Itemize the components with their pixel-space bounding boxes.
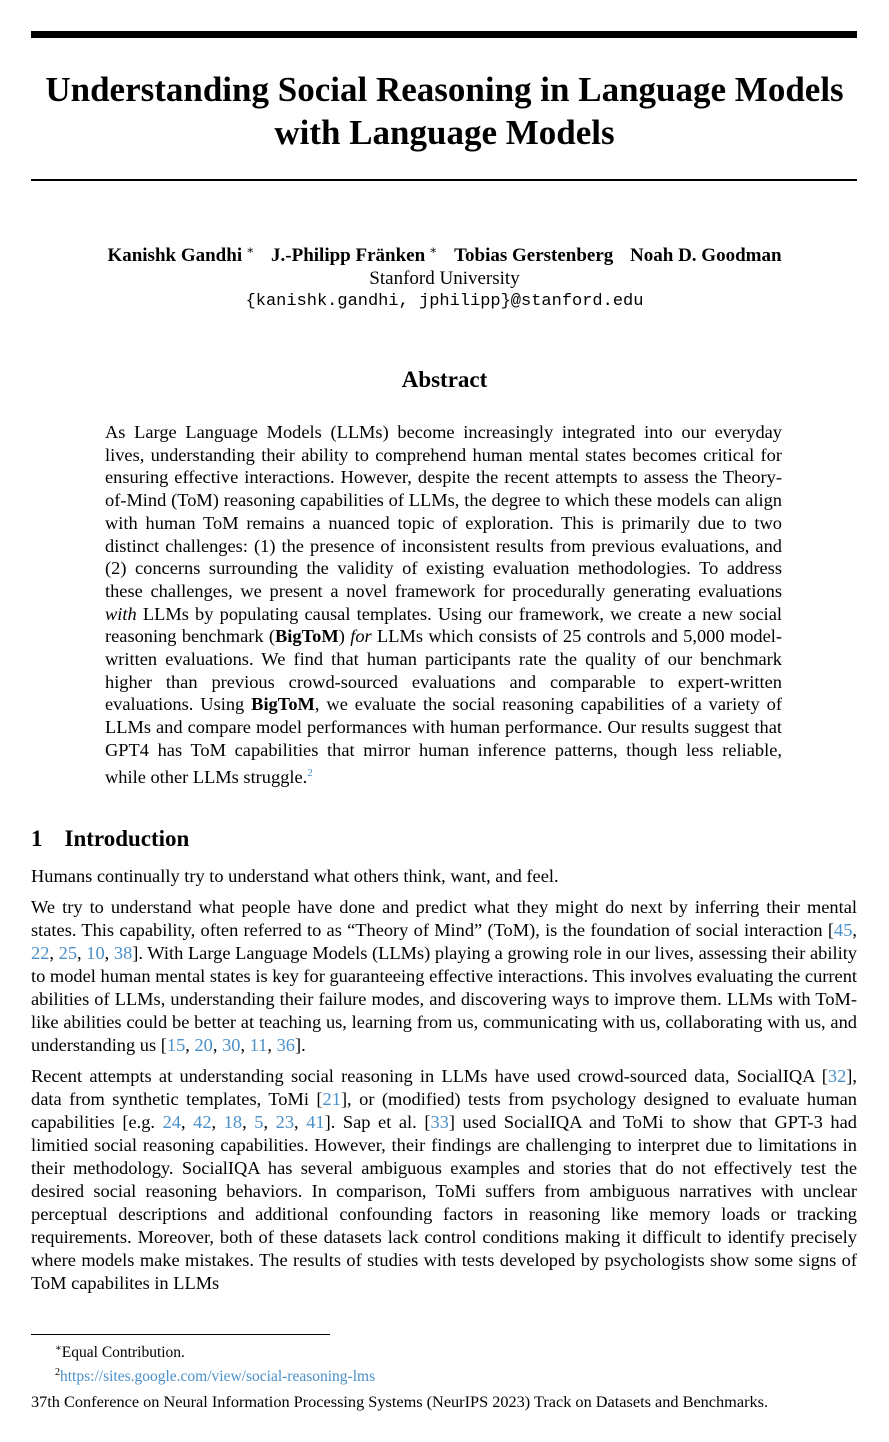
paper-title bbox=[20, 68, 869, 154]
citation-link[interactable]: 41 bbox=[306, 1112, 325, 1132]
title-line-2: with Language Models bbox=[274, 113, 615, 152]
citation-link[interactable]: 11 bbox=[249, 1035, 268, 1055]
citation-link[interactable]: 20 bbox=[194, 1035, 213, 1055]
benchmark-name: BigToM bbox=[275, 626, 339, 647]
author: J.-Philipp Fränken ∗ bbox=[271, 243, 438, 266]
section-number: 1 bbox=[31, 826, 43, 851]
author-block bbox=[0, 239, 889, 313]
conference-footer: 37th Conference on Neural Information Processing Systems (NeurIPS 2023) Track on Datasets and Benchmarks. bbox=[31, 1392, 769, 1411]
footnote: ∗Equal Contribution. bbox=[55, 1343, 185, 1361]
email: {kanishk.gandhi, jphilipp}@stanford.edu bbox=[245, 292, 644, 311]
citation-group: 24, 42, 18, 5, 23, 41 bbox=[162, 1112, 325, 1132]
equal-contribution-mark: ∗ bbox=[246, 243, 255, 257]
abstract-body: As Large Language Models (LLMs) become increasingly integrated into our everyday lives, understanding their ability to comprehend human mental states becomes critical for ensuring effective interactions. However, despite the recent attempts to assess the Theory-of-Mind (ToM) reasoning capabilities of LLMs, the degree to which these models can align with human ToM remains a nuanced topic of exploration. This is primarily due to two distinct challenges: (1) the presence of inconsistent results from previous evaluations, and (2) concerns surrounding the validity of existing evaluation methodologies. To address these challenges, we present a novel framework for procedurally generating evaluations with LLMs by populating causal templates. Using our framework, we create a new social reasoning benchmark (BigToM) for LLMs which consists of 25 controls and 5,000 model-written evaluations. We find that human participants rate the quality of our benchmark higher than previous crowd-sourced evaluations and comparable to expert-written evaluations. Using BigToM, we evaluate the social reasoning capabilities of a variety of LLMs and compare model performances with human performance. Our results suggest that GPT4 has ToM capabilities that mirror human inference patterns, though less reliable, while other LLMs struggle.$^2$ bbox=[105, 422, 782, 787]
section-title: Introduction bbox=[64, 826, 190, 851]
citation-link[interactable]: 33 bbox=[430, 1112, 449, 1132]
author-names bbox=[0, 239, 889, 267]
paragraph: We try to understand what people have done and predict what they might do next by inferring their mental states. This capability, often referred to as “Theory of Mind” (ToM), is the foundation of social interaction [45, 22, 25, 10, 38]. With Large Language Models (LLMs) playing a growing role in our lives, assessing their ability to model human mental states is key for guaranteeing effective interactions. This involves evaluating the current abilities of LLMs, understanding their failure modes, and discovering ways to improve them. LLMs with ToM-like abilities could be better at teaching us, learning from us, communicating with us, collaborating with us, and understanding us [15, 20, 30, 11, 36]. bbox=[31, 897, 858, 1055]
title-bottom-rule bbox=[31, 179, 857, 181]
citation-link[interactable]: 36 bbox=[276, 1035, 295, 1055]
citation-group: 15, 20, 30, 11, 36 bbox=[166, 1035, 295, 1055]
benchmark-name: BigToM bbox=[251, 694, 315, 715]
abstract-heading: Abstract bbox=[401, 367, 488, 392]
footnote-rule bbox=[31, 1334, 330, 1335]
citation-link[interactable]: 21 bbox=[322, 1089, 341, 1109]
project-url-link[interactable]: https://sites.google.com/view/social-reasoning-lms bbox=[60, 1368, 376, 1385]
citation-link[interactable]: 25 bbox=[58, 943, 78, 963]
author: Kanishk Gandhi ∗ bbox=[107, 243, 255, 266]
citation-link[interactable]: 30 bbox=[222, 1035, 241, 1055]
section-heading bbox=[31, 826, 189, 852]
citation-link[interactable]: 10 bbox=[86, 943, 105, 963]
citation-group: 45, 22, 25, 10, 38 bbox=[31, 920, 857, 963]
citation-link[interactable]: 32 bbox=[827, 1066, 847, 1086]
citation-link[interactable]: 24 bbox=[162, 1112, 181, 1132]
top-rule bbox=[31, 31, 857, 38]
citation-link[interactable]: 45 bbox=[834, 920, 853, 940]
equal-contribution-mark: ∗ bbox=[429, 243, 438, 257]
citation-link[interactable]: 23 bbox=[275, 1112, 295, 1132]
citation-link[interactable]: 15 bbox=[166, 1035, 186, 1055]
citation-link[interactable]: 38 bbox=[113, 943, 133, 963]
introduction-body bbox=[31, 865, 857, 1303]
affiliation: Stanford University bbox=[369, 268, 520, 289]
title-line-1: Understanding Social Reasoning in Language Models bbox=[45, 70, 844, 109]
footnote-link[interactable]: 2 bbox=[307, 766, 313, 779]
citation-link[interactable]: 5 bbox=[254, 1112, 264, 1132]
paragraph: Recent attempts at understanding social reasoning in LLMs have used crowd-sourced data, SocialIQA [32], data from synthetic templates, ToMi [21], or (modified) tests from psychology designed to evaluate human capabilities [e.g. 24, 42, 18, 5, 23, 41]. Sap et al. [33] used SocialIQA and ToMi to show that GPT-3 had limitied social reasoning capabilities. However, their findings are challenging to interpret due to limitations in their methodology. SocialIQA has several ambiguous examples and stories that do not effectively test the desired social reasoning behaviors. In comparison, ToMi suffers from ambiguous narratives with unclear perceptual descriptions and additional confounding factors in reasoning like memory loads or tracking requirements. Moreover, both of these datasets lack control conditions making it difficult to identify precisely where models make mistakes. The results of studies with tests developed by psychologists show some signs of ToM capabilites in LLMs bbox=[31, 1066, 857, 1293]
author: Noah D. Goodman bbox=[630, 245, 782, 266]
citation-link[interactable]: 22 bbox=[31, 943, 50, 963]
paragraph: Humans continually try to understand what others think, want, and feel. bbox=[31, 866, 559, 886]
footnotes bbox=[55, 1339, 855, 1387]
citation-link[interactable]: 42 bbox=[193, 1112, 212, 1132]
author: Tobias Gerstenberg bbox=[454, 245, 614, 266]
footnote: $^2$https://sites.google.com/view/social-reasoning-lms bbox=[55, 1367, 376, 1385]
citation-link[interactable]: 18 bbox=[223, 1112, 243, 1132]
